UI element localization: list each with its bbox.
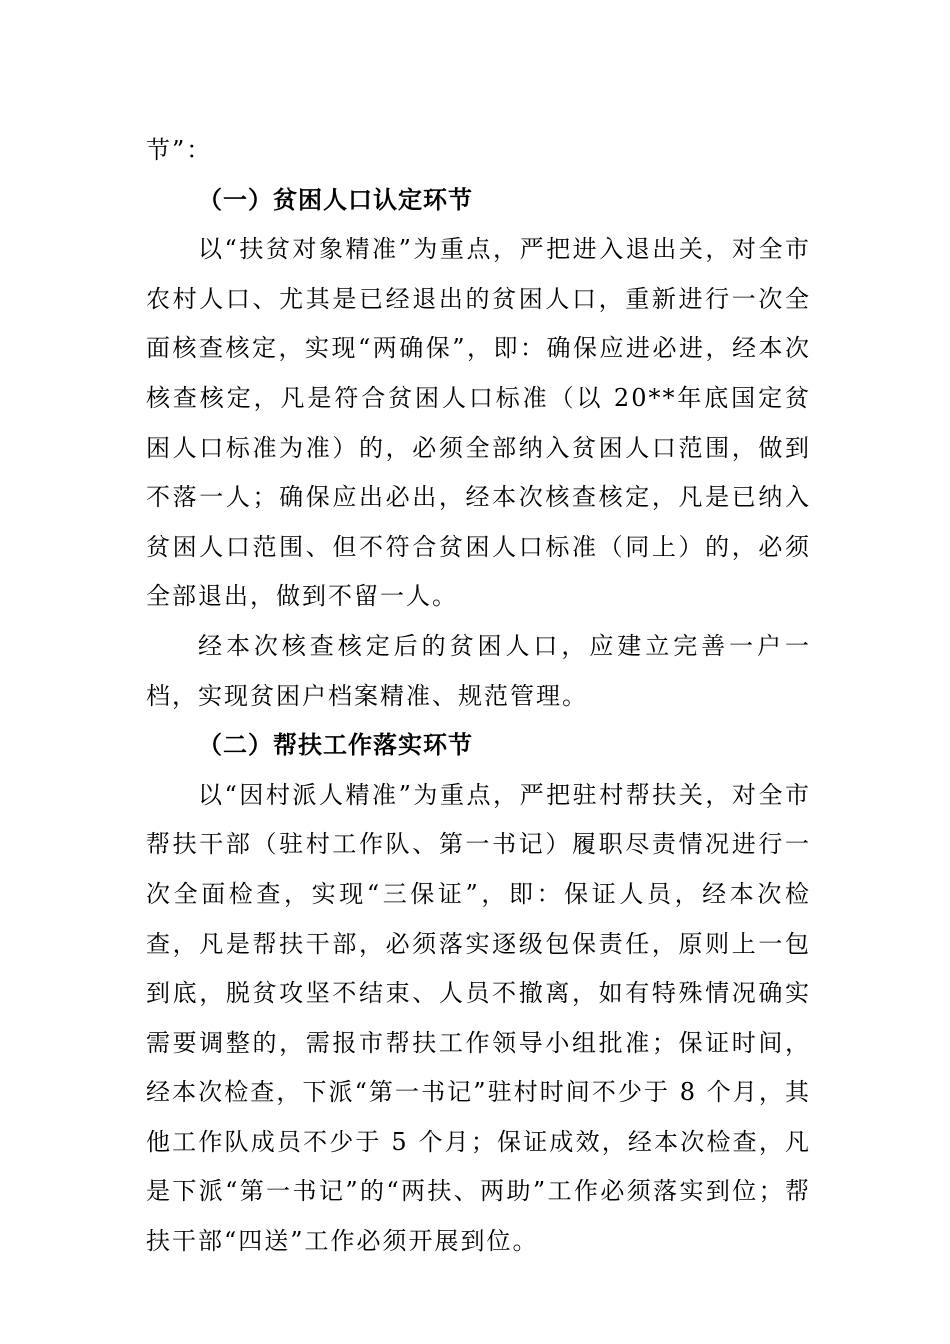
section1-paragraph-1: 以“扶贫对象精准”为重点，严把进入退出关，对全市农村人口、尤其是已经退出的贫困人口，重新进行一次全面核查核定，实现“两确保”，即：确保应进必进，经本次核查核定，凡是符合贫困人口标准（以 20**年底国定贫困人口标准为准）的，必须全部纳入贫困人口范围，做到不落一人；确保应出必出，经本次核查核定，凡是已纳入贫困人口范围、但不符合贫困人口标准（同上）的，必须全部退出，做到不留一人。	[146, 235, 811, 611]
continuation-text: 节”：	[146, 136, 213, 164]
section1-paragraph-2: 经本次核查核定后的贫困人口，应建立完善一户一档，实现贫困户档案精准、规范管理。	[146, 631, 811, 710]
section-heading-1: （一）贫困人口认定环节	[198, 185, 473, 214]
section2-paragraph-1: 以“因村派人精准”为重点，严把驻村帮扶关，对全市帮扶干部（驻村工作队、第一书记）履职尽责情况进行一次全面检查，实现“三保证”，即：保证人员，经本次检查，凡是帮扶干部，必须落实逐级包保责任，原则上一包到底，脱贫攻坚不结束、人员不撤离，如有特殊情况确实需要调整的，需报市帮扶工作领导小组批准；保证时间，经本次检查，下派“第一书记”驻村时间不少于 8 个月，其他工作队成员不少于 5 个月；保证成效，经本次检查，凡是下派“第一书记”的“两扶、两助”工作必须落实到位；帮扶干部“四送”工作必须开展到位。	[146, 780, 811, 1256]
document-body	[146, 126, 811, 1267]
section-heading-2: （二）帮扶工作落实环节	[198, 731, 473, 760]
